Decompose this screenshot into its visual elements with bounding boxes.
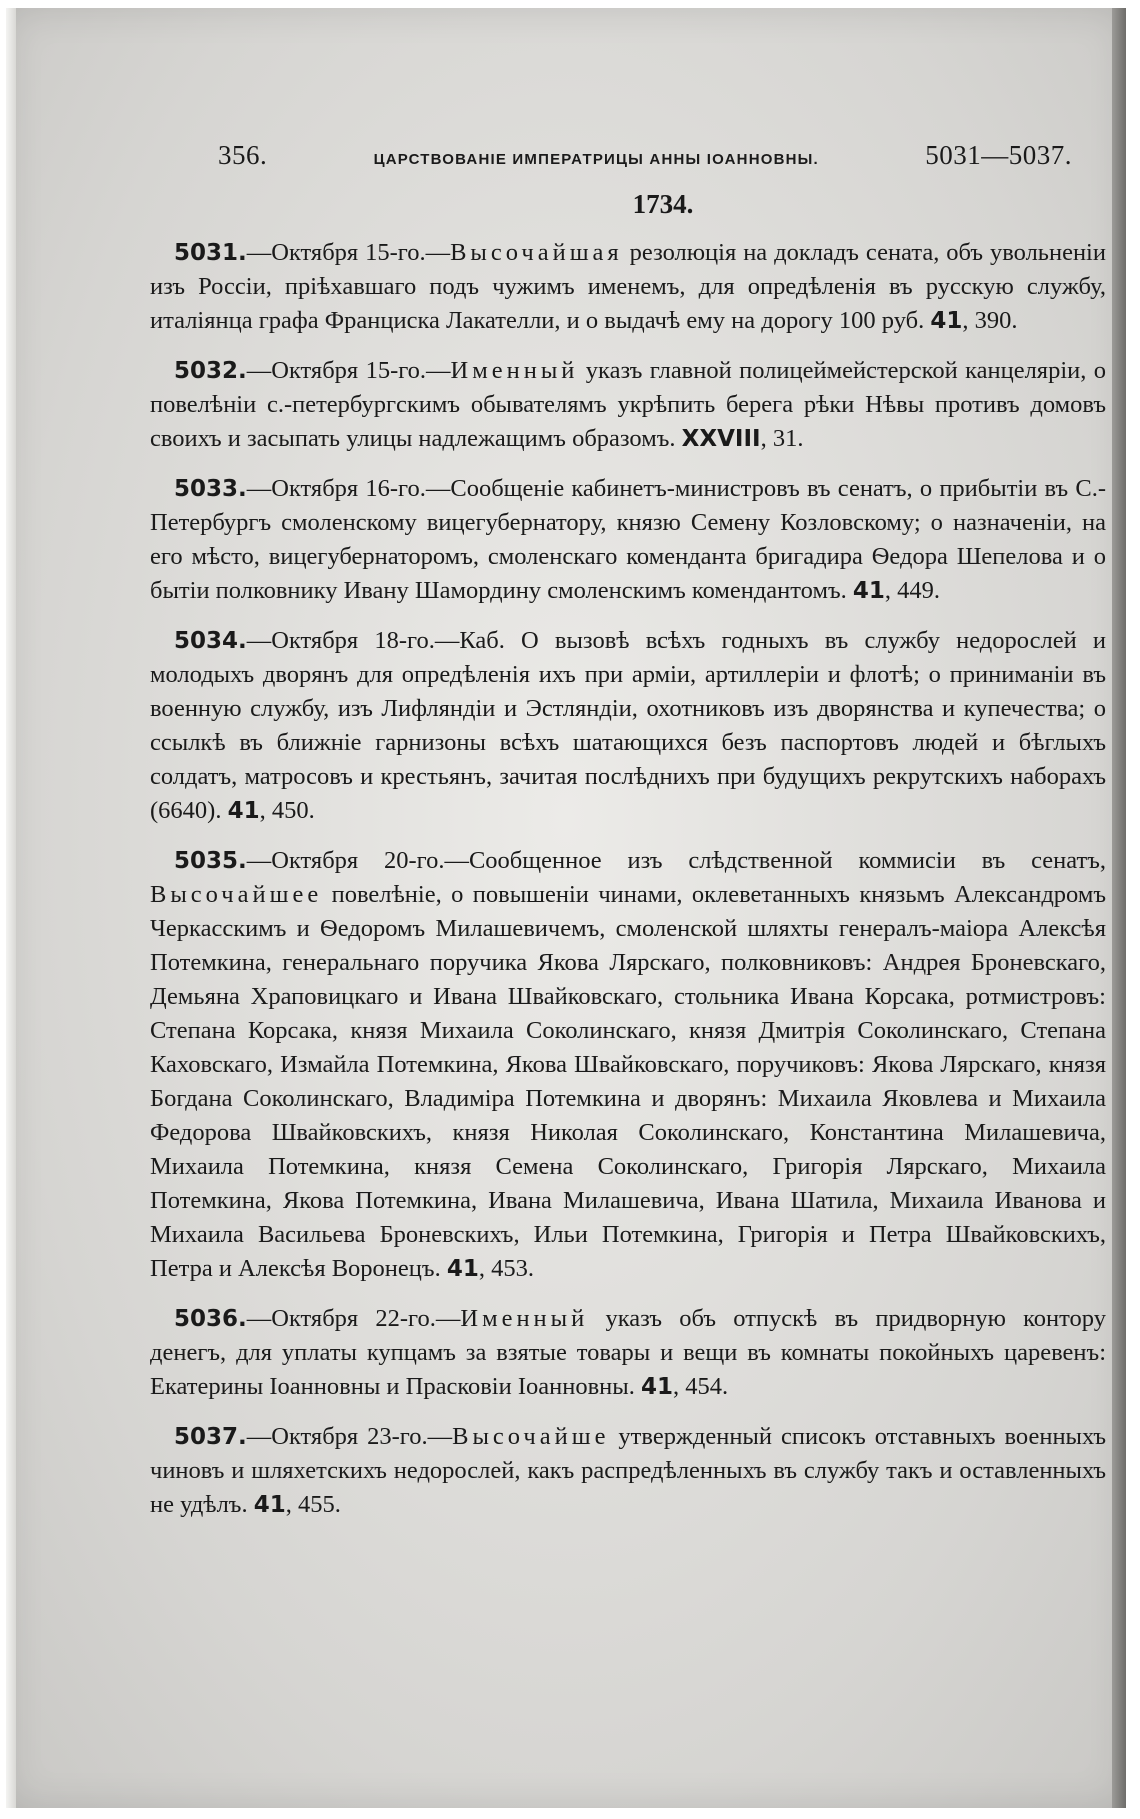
- running-title: ЦАРСТВОВАНІЕ ИМПЕРАТРИЦЫ АННЫ ІОАННОВНЫ.: [373, 151, 819, 168]
- entry-number: 5036.: [174, 1306, 247, 1332]
- entry-5032: [150, 354, 1106, 456]
- entry-range: 5031—5037.: [925, 140, 1072, 170]
- volume-ref: 41: [446, 1256, 479, 1282]
- entry-number: 5034.: [174, 628, 247, 654]
- entry-text: утвержденный списокъ отставныхъ военныхъ чиновъ и шляхетскихъ недорослей, какъ распредѣленныхъ въ службу такъ и оставленныхъ не удѣлъ.: [150, 1423, 1106, 1518]
- entries-list: [150, 236, 1106, 1522]
- entry-text: повелѣніе, о повышеніи чинами, оклеветанныхъ князьмъ Александромъ Черкасскимъ и Ѳедоромъ Милашевичемъ, смоленской шляхты генералъ-маіора Алексѣя Потемкина, генеральнаго поручика Якова Лярскаго, полковниковъ: Андрея Броневскаго, Демьяна Храповицкаго и Ивана Швайковскаго, стольника Ивана Корсака, ротмистровъ: Степана Корсака, князя Михаила Соколинскаго, князя Дмитрія Соколинскаго, Степана Каховскаго, Измайла Потемкина, Якова Швайковскаго, поручиковъ: Якова Лярскаго, князя Богдана Соколинскаго, Владиміра Потемкина и дворянъ: Михаила Яковлева и Михаила Федорова Швайковскихъ, князя Николая Соколинскаго, Константина Милашевича, Михаила Потемкина, князя Семена Соколинскаго, Григорія Лярскаго, Михаила Потемкина, Якова Потемкина, Ивана Милашевича, Ивана Шатила, Михаила Иванова и Михаила Васильева Броневскихъ, Ильи Потемкина, Григорія и Петра Швайковскихъ, Петра и Алексѣя Воронецъ.: [150, 881, 1106, 1282]
- entry-text: —Октября 16-го.—Сообщеніе кабинетъ-министровъ въ сенатъ, о прибытіи въ С.-Петербургъ смоленскому вицегубернатору, князю Семену Козловскому; о назначеніи, на его мѣсто, вицегубернаторомъ, смоленскаго коменданта бригадира Ѳедора Шепелова и о бытіи полковнику Ивану Шамордину смоленскимъ комендантомъ.: [150, 475, 1106, 604]
- entry-text: —Октября 20-го.—Сообщенное изъ слѣдственной коммисіи въ сенатъ,: [246, 847, 1106, 874]
- volume-ref: 41: [852, 578, 885, 604]
- volume-ref: 41: [641, 1374, 674, 1400]
- entry-text: —Октября 22-го.—: [246, 1305, 461, 1332]
- volume-ref: XXVIII: [681, 426, 761, 452]
- page-ref: , 450.: [259, 797, 315, 824]
- entry-5036: [150, 1302, 1106, 1404]
- entry-text: —Октября 15-го.—: [246, 239, 451, 266]
- entry-5034: [150, 624, 1106, 828]
- page-content: [150, 140, 1106, 1538]
- volume-ref: 41: [930, 308, 963, 334]
- entry-5033: [150, 472, 1106, 608]
- entry-spaced-word: Именный: [450, 357, 579, 384]
- page-ref: , 31.: [760, 425, 804, 452]
- entry-number: 5031.: [174, 240, 247, 266]
- page-ref: , 455.: [285, 1491, 341, 1518]
- entry-text: резолюція на докладъ сената, объ увольненіи изъ Россіи, пріѣхавшаго подъ чужимъ именемъ, для опредѣленія въ русскую службу, италіянца графа Франциска Лакателли, и о выдачѣ ему на дорогу 100 руб.: [150, 239, 1106, 334]
- entry-5031: [150, 236, 1106, 338]
- entry-text: —Октября 18-го.—Каб. О вызовѣ всѣхъ годныхъ въ службу недорослей и молодыхъ дворянъ для опредѣленія ихъ при арміи, артиллеріи и флотѣ; о приниманіи въ военную службу, изъ Лифляндіи и Эстляндіи, охотниковъ изъ дворянства и купечества; о ссылкѣ въ ближніе гарнизоны всѣхъ шатающихся безъ паспортовъ людей и бѣглыхъ солдатъ, матросовъ и крестьянъ, зачитая послѣднихъ при будущихъ рекрутскихъ наборахъ (6640).: [150, 627, 1106, 824]
- entry-number: 5037.: [174, 1424, 247, 1450]
- page-edge-left: [6, 8, 16, 1808]
- entry-number: 5033.: [174, 476, 247, 502]
- entry-spaced-word: Высочайшее: [150, 881, 323, 908]
- page-ref: , 390.: [962, 307, 1018, 334]
- page-ref: , 449.: [884, 577, 941, 604]
- entry-text: указъ главной полицеймейстерской канцеляріи, о повелѣніи с.-петербургскимъ обывателямъ укрѣпить берега рѣки Нѣвы противъ домовъ своихъ и засыпать улицы надлежащимъ образомъ.: [150, 357, 1106, 452]
- volume-ref: 41: [253, 1492, 286, 1518]
- entry-spaced-word: Именный: [460, 1305, 589, 1332]
- page-edge-right: [1112, 8, 1126, 1808]
- entry-number: 5032.: [174, 358, 247, 384]
- entry-number: 5035.: [174, 848, 247, 874]
- page-ref: , 454.: [673, 1373, 729, 1400]
- running-header: [150, 140, 1106, 171]
- entry-text: —Октября 23-го.—: [246, 1423, 453, 1450]
- entry-spaced-word: Высочайше: [452, 1423, 610, 1450]
- year-heading: 1734.: [632, 189, 694, 219]
- entry-text: указъ объ отпускѣ въ придворную контору денегъ, для уплаты купцамъ за взятые товары и вещи въ комнаты покойныхъ царевенъ: Екатерины Іоанновны и Прасковіи Іоанновны.: [150, 1305, 1106, 1400]
- entry-text: —Октября 15-го.—: [246, 357, 451, 384]
- page-ref: , 453.: [478, 1255, 534, 1282]
- page-number: 356.: [218, 140, 268, 170]
- entry-spaced-word: Высочайшая: [450, 239, 623, 266]
- entry-5035: [150, 844, 1106, 1286]
- volume-ref: 41: [227, 798, 260, 824]
- entry-5037: [150, 1420, 1106, 1522]
